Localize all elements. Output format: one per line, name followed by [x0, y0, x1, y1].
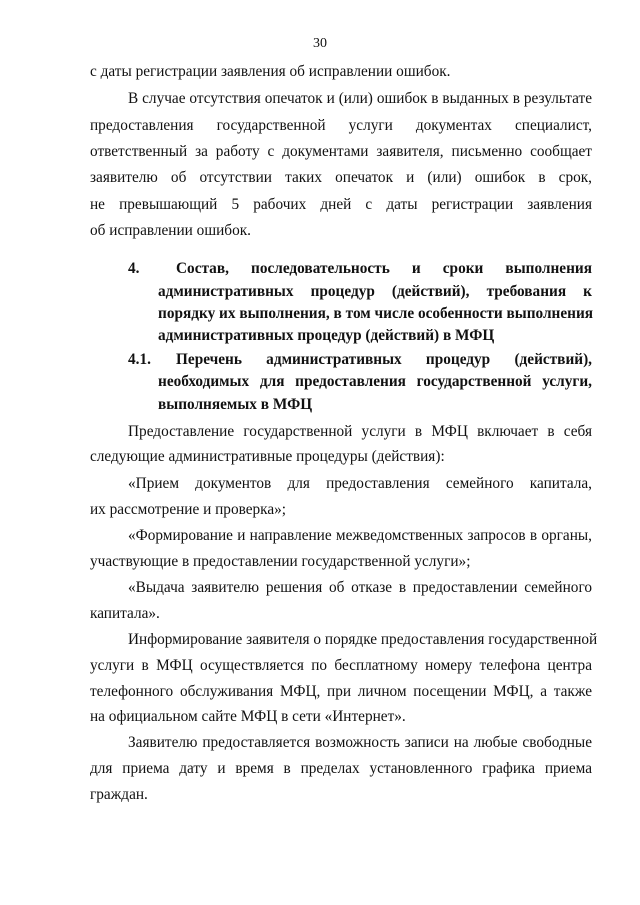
text-line: следующие административные процедуры (действия):: [90, 448, 445, 465]
section-number: 4.: [128, 260, 140, 277]
text-line: предоставления государственной услуги документах специалист,: [90, 117, 592, 134]
text-line: телефонного обслуживания МФЦ, при личном посещении МФЦ, а также: [90, 683, 592, 700]
subsection-heading-line: необходимых для предоставления государственной услуги,: [158, 373, 592, 390]
text-line: «Формирование и направление межведомственных запросов в органы,: [128, 527, 592, 544]
text-line: не превышающий 5 рабочих дней с даты регистрации заявления: [90, 196, 592, 213]
text-line: с даты регистрации заявления об исправлении ошибок.: [90, 63, 451, 80]
page-number: 30: [313, 36, 327, 51]
text-line: капитала».: [90, 605, 160, 622]
section-heading-line: Состав, последовательность и сроки выполнения: [176, 260, 592, 277]
text-line: на официальном сайте МФЦ в сети «Интернет».: [90, 708, 406, 725]
text-line: Заявителю предоставляется возможность записи на любые свободные: [128, 734, 592, 751]
section-heading-line: административных процедур (действий) в МФЦ: [158, 327, 495, 344]
text-line: участвующие в предоставлении государственной услуги»;: [90, 553, 471, 570]
text-line: Предоставление государственной услуги в МФЦ включает в себя: [128, 423, 592, 440]
section-heading-line: административных процедур (действий), требования к: [158, 283, 592, 300]
subsection-number: 4.1.: [128, 351, 151, 368]
subsection-heading-line: Перечень административных процедур (действий),: [176, 351, 592, 368]
text-line: граждан.: [90, 786, 148, 803]
text-line: заявителю об отсутствии таких опечаток и (или) ошибок в срок,: [90, 169, 592, 186]
subsection-heading-line: выполняемых в МФЦ: [158, 396, 313, 413]
text-line: Информирование заявителя о порядке предоставления государственной: [128, 631, 598, 648]
text-line: для приема дату и время в пределах установленного графика приема: [90, 760, 592, 777]
text-line: «Выдача заявителю решения об отказе в предоставлении семейного: [128, 579, 592, 596]
section-heading-line: порядку их выполнения, в том числе особенности выполнения: [158, 305, 594, 322]
text-line: ответственный за работу с документами заявителя, письменно сообщает: [90, 143, 592, 160]
text-line: об исправлении ошибок.: [90, 222, 251, 239]
text-line: их рассмотрение и проверка»;: [90, 501, 287, 518]
text-line: В случае отсутствия опечаток и (или) ошибок в выданных в результате: [128, 90, 592, 107]
text-line: «Прием документов для предоставления семейного капитала,: [128, 475, 592, 492]
text-line: услуги в МФЦ осуществляется по бесплатному номеру телефона центра: [90, 657, 592, 674]
